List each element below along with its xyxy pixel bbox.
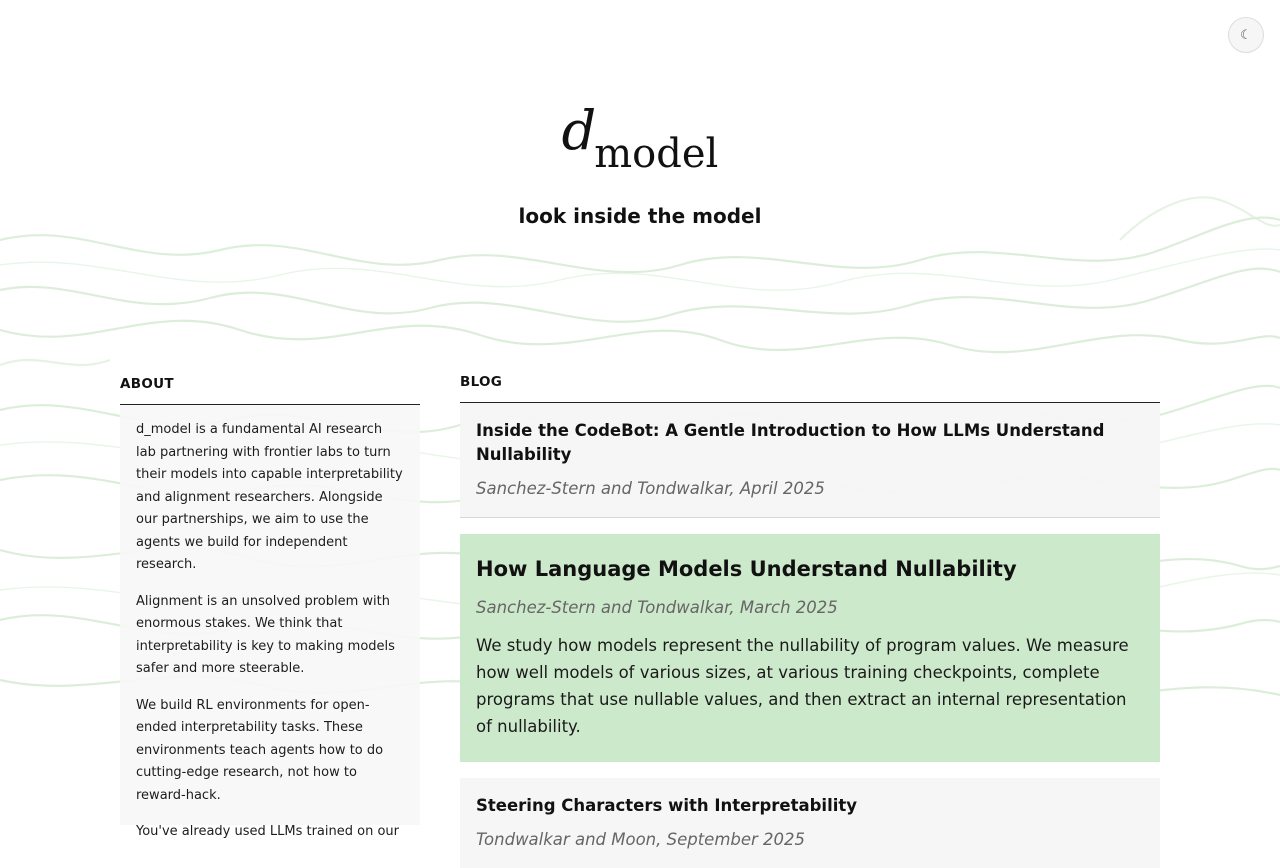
blog-heading: BLOG [460, 374, 1160, 403]
site-tagline: look inside the model [518, 204, 762, 228]
about-section [120, 376, 420, 839]
blog-post-title[interactable]: Inside the CodeBot: A Gentle Introduction to How LLMs Understand Nullability [476, 421, 1105, 464]
about-paragraph: d_model is a fundamental AI research lab partnering with frontier labs to turn their models into capable interpretability and alignment researchers. Alongside our partnerships, we aim to use the agents we build for independent research. [136, 422, 403, 572]
about-body [120, 405, 420, 839]
blog-post-meta: Sanchez-Stern and Tondwalkar, April 2025 [476, 479, 825, 498]
blog-post-title[interactable]: How Language Models Understand Nullability [476, 557, 1017, 581]
featured-blog-post-card[interactable] [460, 534, 1160, 762]
about-paragraph: You've already used LLMs trained on our [136, 824, 399, 839]
blog-post-card[interactable] [460, 778, 1160, 868]
dark-mode-toggle-button[interactable] [1228, 17, 1264, 53]
moon-icon: ☾ [1240, 27, 1252, 43]
blog-post-meta: Tondwalkar and Moon, September 2025 [476, 830, 806, 849]
logo-d: d [561, 99, 597, 162]
blog-post-title[interactable]: Steering Characters with Interpretability [476, 796, 858, 815]
blog-post-description: We study how models represent the nullability of program values. We measure how well models of various sizes, at various training checkpoints, complete programs that use nullable values, and then extract an internal representation of nullability. [476, 636, 1129, 736]
site-header [0, 99, 1280, 228]
blog-post-meta: Sanchez-Stern and Tondwalkar, March 2025 [476, 598, 838, 617]
blog-section [460, 374, 1160, 868]
logo-model: model [594, 131, 719, 177]
about-paragraph: We build RL environments for open-ended interpretability tasks. These environments teach agents how to do cutting-edge research, not how to reward-hack. [136, 697, 384, 803]
site-logo[interactable] [561, 99, 719, 188]
blog-post-card[interactable] [460, 403, 1160, 518]
about-heading: ABOUT [120, 376, 420, 405]
about-paragraph: Alignment is an unsolved problem with enormous stakes. We think that interpretability is key to making models safer and more steerable. [136, 593, 395, 676]
